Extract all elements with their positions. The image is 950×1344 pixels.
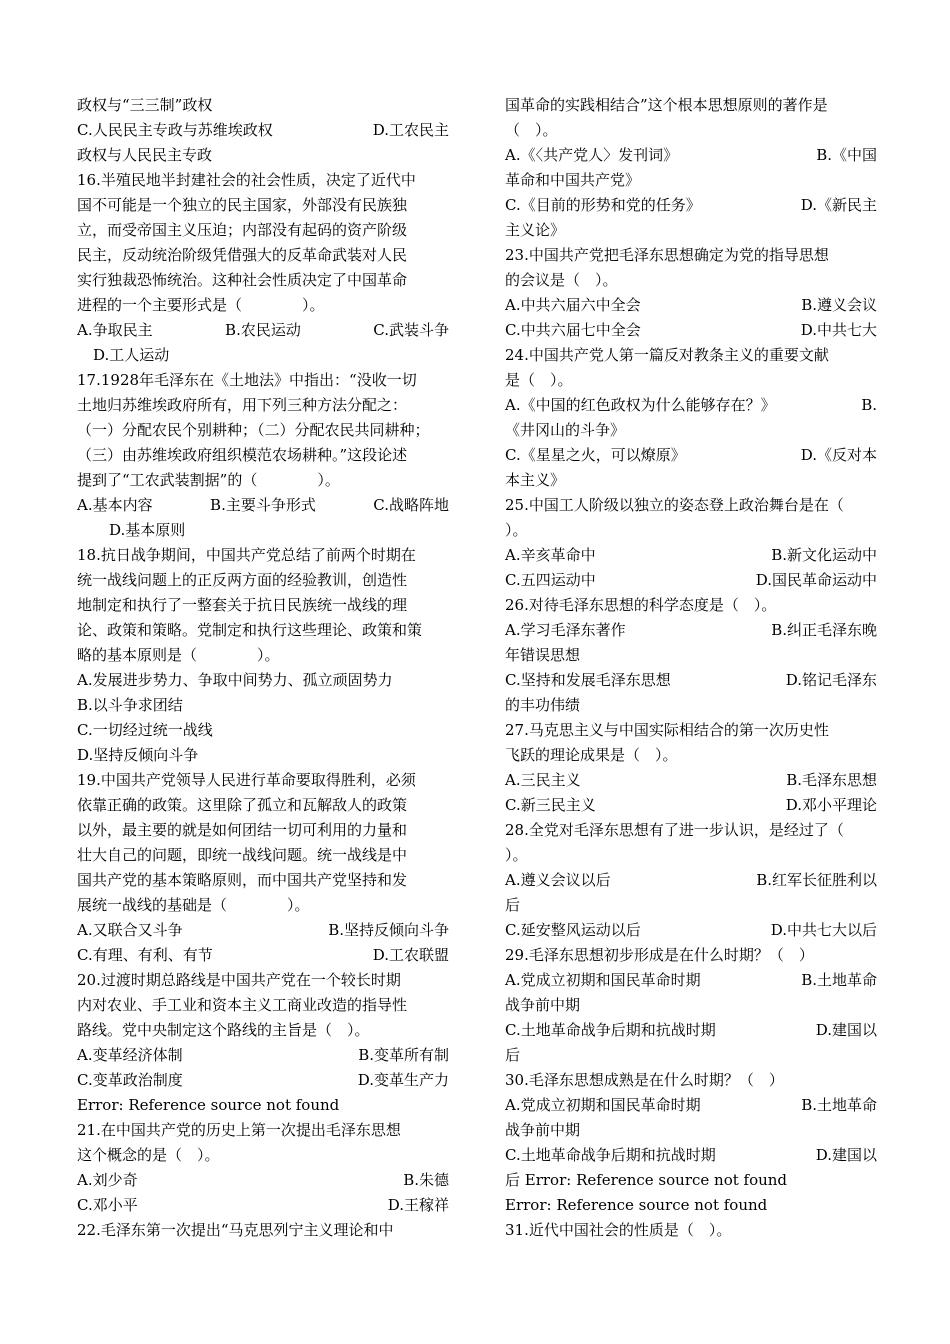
text-line: C.一切经过统一战线 (77, 721, 213, 739)
option-line (505, 618, 877, 643)
option-line (77, 493, 449, 518)
option-line (505, 868, 877, 893)
answer-option: C.延安整风运动以后 (505, 921, 641, 939)
answer-option: B.新文化运动中 (771, 546, 877, 564)
option-line (505, 793, 877, 818)
option-line (77, 1168, 449, 1193)
text-line: 革命和中国共产党》 (505, 171, 641, 189)
option-line (505, 568, 877, 593)
answer-option: A.遵义会议以后 (505, 871, 611, 889)
option-line (505, 968, 877, 993)
text-line: 主义论》 (505, 221, 566, 239)
option-line (77, 943, 449, 968)
answer-option: D.王稼祥 (387, 1196, 449, 1214)
answer-option: A.刘少奇 (77, 1171, 138, 1189)
option-line (505, 1018, 877, 1043)
answer-option: C.中共六届七中全会 (505, 321, 641, 339)
option-line (505, 668, 877, 693)
answer-option: D.铭记毛泽东 (785, 671, 877, 689)
answer-option: B. (861, 396, 877, 414)
answer-option: B.土地革命 (801, 971, 877, 989)
answer-option: A.学习毛泽东著作 (505, 621, 626, 639)
left-column (77, 93, 449, 1243)
text-line: 后 (505, 896, 521, 914)
answer-option: D.《反对本 (800, 446, 877, 464)
text-line: 进程的一个主要形式是（ ）。 (77, 296, 325, 314)
answer-option: C.新三民主义 (505, 796, 596, 814)
text-line: D.工人运动 (93, 346, 170, 364)
text-line: 战争前中期 (505, 996, 581, 1014)
answer-option: C.《目前的形势和党的任务》 (505, 196, 701, 214)
answer-option: A.中共六届六中全会 (505, 296, 641, 314)
answer-option: C.土地革命战争后期和抗战时期 (505, 1021, 716, 1039)
option-line (505, 1093, 877, 1118)
text-line: 地制定和执行了一整套关于抗日民族统一战线的理 (77, 596, 408, 614)
answer-option: D.变革生产力 (357, 1071, 449, 1089)
text-line: 国革命的实践相结合”这个根本思想原则的著作是 (505, 96, 828, 114)
text-line: 24.中国共产党人第一篇反对教条主义的重要文献 (505, 346, 829, 364)
text-line: 27.马克思主义与中国实际相结合的第一次历史性 (505, 721, 829, 739)
text-line: 25.中国工人阶级以独立的姿态登上政治舞台是在（ (505, 496, 844, 514)
text-line: 飞跃的理论成果是（ ）。 (505, 746, 678, 764)
option-line (77, 1068, 449, 1093)
answer-option: C.人民民主专政与苏维埃政权 (77, 121, 273, 139)
text-line: 政权与人民民主专政 (77, 146, 213, 164)
text-line: 后 (505, 1046, 521, 1064)
answer-option: B.主要斗争形式 (210, 496, 316, 514)
text-line: 26.对待毛泽东思想的科学态度是（ ）。 (505, 596, 777, 614)
option-line (505, 143, 877, 168)
text-line: 以外，最主要的就是如何团结一切可利用的力量和 (77, 821, 408, 839)
text-line: 29.毛泽东思想初步形成是在什么时期？（ ） (505, 946, 814, 964)
answer-option: D.工农联盟 (372, 946, 449, 964)
text-line: 展统一战线的基础是（ ）。 (77, 896, 310, 914)
option-line (505, 293, 877, 318)
text-line: 19.中国共产党领导人民进行革命要取得胜利，必须 (77, 771, 416, 789)
answer-option: B.农民运动 (225, 321, 301, 339)
answer-option: B.朱德 (403, 1171, 449, 1189)
answer-option: D.邓小平理论 (785, 796, 877, 814)
text-line: 《井冈山的斗争》 (505, 421, 626, 439)
text-line: 路线。党中央制定这个路线的主旨是（ ）。 (77, 1021, 370, 1039)
option-line (77, 1043, 449, 1068)
answer-option: A.变革经济体制 (77, 1046, 183, 1064)
text-line: 略的基本原则是（ ）。 (77, 646, 280, 664)
answer-option: C.变革政治制度 (77, 1071, 183, 1089)
text-line: 的会议是（ ）。 (505, 271, 618, 289)
answer-option: A.辛亥革命中 (505, 546, 596, 564)
text-line: （ ）。 (505, 121, 558, 139)
text-line: 战争前中期 (505, 1121, 581, 1139)
text-line: Error: Reference source not found (77, 1096, 340, 1114)
text-line: 政权与“三三制”政权 (77, 96, 213, 114)
answer-option: D.中共七大以后 (770, 921, 877, 939)
text-line: ）。 (505, 846, 528, 864)
answer-option: A.三民主义 (505, 771, 581, 789)
text-line: （三）由苏维埃政府组织模范农场耕种。”这段论述 (77, 446, 408, 464)
text-line: 年错误思想 (505, 646, 581, 664)
text-line: 论、政策和策略。党制定和执行这些理论、政策和策 (77, 621, 423, 639)
answer-option: B.土地革命 (801, 1096, 877, 1114)
answer-option: A.党成立初期和国民革命时期 (505, 1096, 701, 1114)
text-line: 的丰功伟绩 (505, 696, 581, 714)
right-column (505, 93, 877, 1243)
answer-option: D.工农民主 (372, 121, 449, 139)
answer-option: A.《中国的红色政权为什么能够存在？》 (505, 396, 776, 414)
answer-option: C.武装斗争 (373, 321, 449, 339)
text-line: 内对农业、手工业和资本主义工商业改造的指导性 (77, 996, 408, 1014)
text-line: 16.半殖民地半封建社会的社会性质，决定了近代中 (77, 171, 416, 189)
text-line: 依靠正确的政策。这里除了孤立和瓦解敌人的政策 (77, 796, 408, 814)
text-line: 20.过渡时期总路线是中国共产党在一个较长时期 (77, 971, 401, 989)
answer-option: A.党成立初期和国民革命时期 (505, 971, 701, 989)
answer-option: A.争取民主 (77, 321, 153, 339)
option-line (77, 918, 449, 943)
answer-option: D.中共七大 (800, 321, 877, 339)
answer-option: C.有理、有利、有节 (77, 946, 213, 964)
option-line (77, 1193, 449, 1218)
text-line: 22.毛泽东第一次提出“马克思列宁主义理论和中 (77, 1221, 394, 1239)
option-line (505, 768, 877, 793)
answer-option: B.《中国 (816, 146, 877, 164)
answer-option: C.坚持和发展毛泽东思想 (505, 671, 671, 689)
option-line (77, 318, 449, 343)
text-line: 是（ ）。 (505, 371, 573, 389)
option-line (505, 193, 877, 218)
answer-option: C.《星星之火，可以燎原》 (505, 446, 686, 464)
text-line: 提到了“工农武装割据”的（ ）。 (77, 471, 340, 489)
text-line: 立，而受帝国主义压迫；内部没有起码的资产阶级 (77, 221, 408, 239)
answer-option: B.变革所有制 (358, 1046, 449, 1064)
option-line (505, 443, 877, 468)
option-line (505, 393, 877, 418)
text-line: 本主义》 (505, 471, 566, 489)
answer-option: D.《新民主 (800, 196, 877, 214)
text-line: B.以斗争求团结 (77, 696, 183, 714)
text-line: 土地归苏维埃政府所有，用下列三种方法分配之： (77, 396, 408, 414)
answer-option: D.国民革命运动中 (755, 571, 877, 589)
answer-option: C.五四运动中 (505, 571, 596, 589)
answer-option: C.战略阵地 (373, 496, 449, 514)
option-line (505, 543, 877, 568)
text-line: 实行独裁恐怖统治。这种社会性质决定了中国革命 (77, 271, 408, 289)
answer-option: A.《〈共产党人〉发刊词》 (505, 146, 679, 164)
answer-option: B.毛泽东思想 (786, 771, 877, 789)
text-line: A.发展进步势力、争取中间势力、孤立顽固势力 (77, 671, 393, 689)
answer-option: A.又联合又斗争 (77, 921, 183, 939)
text-line: 民主，反动统治阶级凭借强大的反革命武装对人民 (77, 246, 408, 264)
text-line: 后 Error: Reference source not found (505, 1171, 788, 1189)
text-line: 30.毛泽东思想成熟是在什么时期？（ ） (505, 1071, 784, 1089)
text-line: 国不可能是一个独立的民主国家，外部没有民族独 (77, 196, 408, 214)
answer-option: B.坚持反倾向斗争 (328, 921, 449, 939)
answer-option: D.建国以 (815, 1021, 877, 1039)
answer-option: C.土地革命战争后期和抗战时期 (505, 1146, 716, 1164)
text-line: 31.近代中国社会的性质是（ ）。 (505, 1221, 732, 1239)
answer-option: B.红军长征胜利以 (756, 871, 877, 889)
text-line: 国共产党的基本策略原则，而中国共产党坚持和发 (77, 871, 408, 889)
text-line: 统一战线问题上的正反两方面的经验教训，创造性 (77, 571, 408, 589)
text-line: 17.1928年毛泽东在《土地法》中指出：“没收一切 (77, 371, 417, 389)
option-line (505, 1143, 877, 1168)
text-line: （一）分配农民个别耕种；（二）分配农民共同耕种； (77, 421, 430, 439)
answer-option: C.邓小平 (77, 1196, 138, 1214)
text-line: 壮大自己的问题，即统一战线问题。统一战线是中 (77, 846, 408, 864)
answer-option: B.遵义会议 (801, 296, 877, 314)
text-line: D.坚持反倾向斗争 (77, 746, 199, 764)
text-line: Error: Reference source not found (505, 1196, 768, 1214)
text-line: 18.抗日战争期间，中国共产党总结了前两个时期在 (77, 546, 416, 564)
text-line: 23.中国共产党把毛泽东思想确定为党的指导思想 (505, 246, 829, 264)
answer-option: B.纠正毛泽东晚 (771, 621, 877, 639)
option-line (505, 918, 877, 943)
answer-option: D.建国以 (815, 1146, 877, 1164)
text-line: ）。 (505, 521, 528, 539)
option-line (77, 118, 449, 143)
text-line: 21.在中国共产党的历史上第一次提出毛泽东思想 (77, 1121, 401, 1139)
text-line: 28.全党对毛泽东思想有了进一步认识，是经过了（ (505, 821, 844, 839)
answer-option: A.基本内容 (77, 496, 153, 514)
option-line (505, 318, 877, 343)
text-line: D.基本原则 (109, 521, 186, 539)
text-line: 这个概念的是（ ）。 (77, 1146, 220, 1164)
